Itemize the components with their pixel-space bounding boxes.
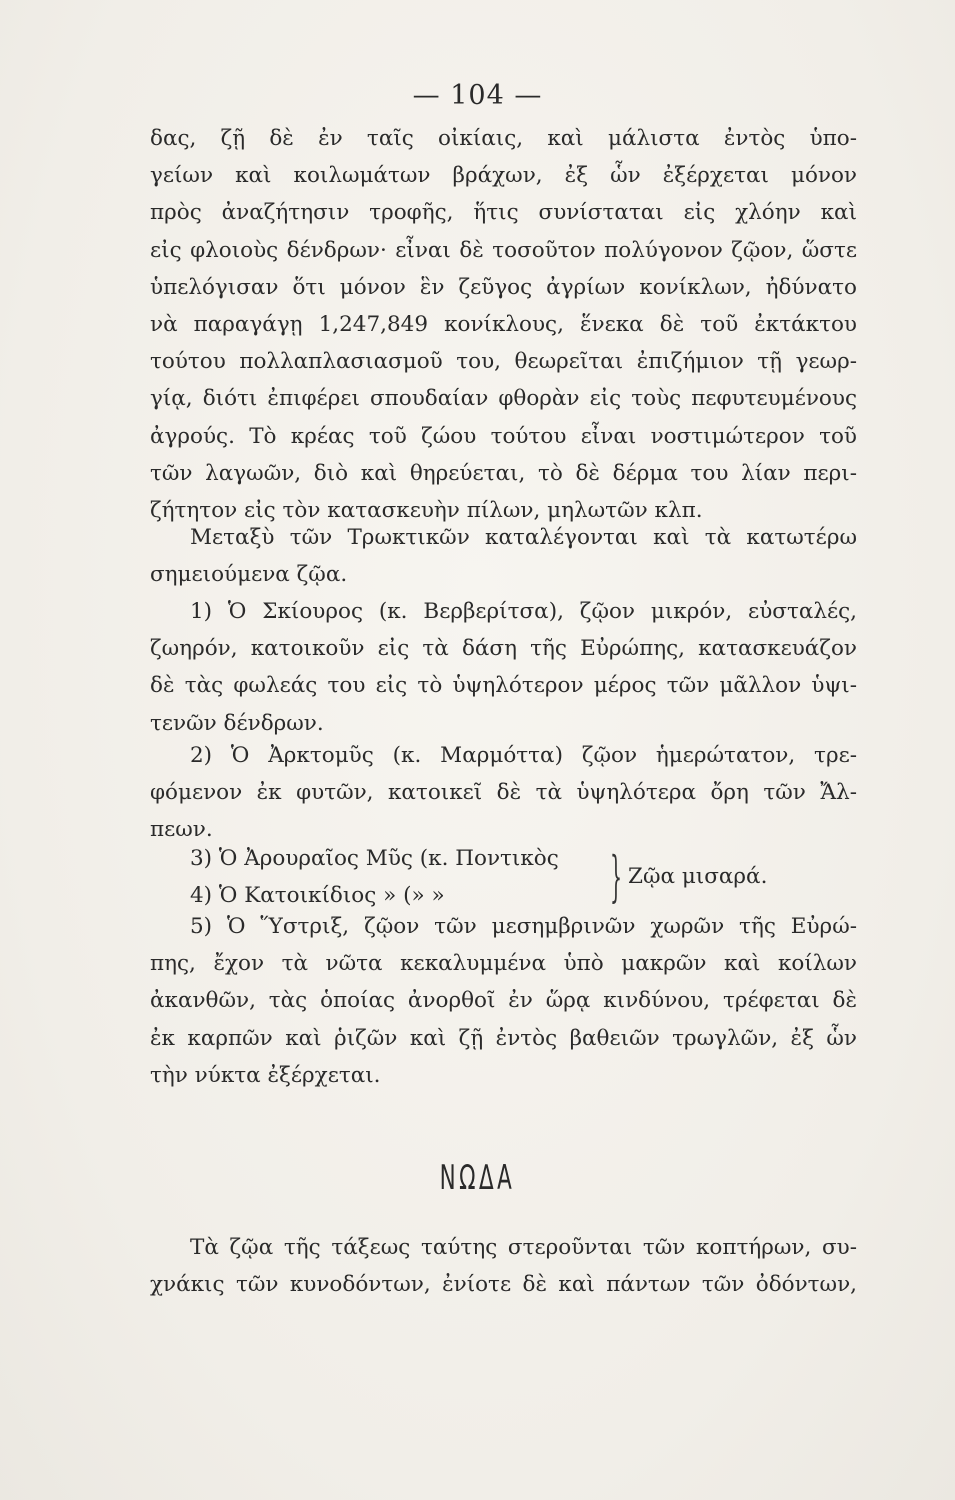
text-line: εἰς φλοιοὺς δένδρων· εἶναι δὲ τοσοῦτον πολύγονον ζῷον, ὥστε <box>150 237 857 263</box>
page-number: — 104 — <box>412 80 543 111</box>
item-porcupine <box>150 908 857 1094</box>
item-marmot <box>150 737 857 849</box>
section-heading: ΝΩΔΑ <box>439 1158 516 1198</box>
text-line: πρὸς ἀναζήτησιν τροφῆς, ἥτις συνίσταται εἰς χλόην καὶ <box>150 200 857 226</box>
text-line: Τὰ ζῷα τῆς τάξεως ταύτης στεροῦνται τῶν κοπτήρων, συ- <box>190 1235 857 1260</box>
brace-label: Ζῷα μισαρά. <box>628 864 768 889</box>
text-line: 4) Ὁ Κατοικίδιος » (» » <box>190 883 445 909</box>
text-line: ἀγρούς. Τὸ κρέας τοῦ ζώου τούτου εἶναι νοστιμώτερον τοῦ <box>150 423 857 449</box>
text-line: δὲ τὰς φωλεάς του εἰς τὸ ὑψηλότερον μέρος τῶν μᾶλλον ὑψι- <box>150 673 857 699</box>
text-line: γίᾳ, διότι ἐπιφέρει σπουδαίαν φθορὰν εἰς τοὺς πεφυτευμένους <box>150 386 857 412</box>
paragraph-rodents-intro <box>150 519 857 593</box>
paragraph-rabbit <box>150 120 857 529</box>
text-line: γείων καὶ κοιλωμάτων βράχων, ἐξ ὧν ἐξέρχεται μόνον <box>150 163 857 189</box>
text-line: ὑπελόγισαν ὅτι μόνον ἓν ζεῦγος ἀγρίων κονίκλων, ἠδύνατο <box>150 274 857 300</box>
text-line: 1) Ὁ Σκίουρος (κ. Βερβερίτσα), ζῷον μικρόν, εὐσταλές, <box>190 599 857 624</box>
text-line: ζήτητον εἰς τὸν κατασκευὴν πίλων, μηλωτῶν κλπ. <box>150 497 703 523</box>
text-line: τενῶν δένδρων. <box>150 710 324 736</box>
text-line: τούτου πολλαπλασιασμοῦ του, θεωρεῖται ἐπιζήμιον τῇ γεωρ- <box>150 349 857 375</box>
text-line: ζωηρόν, κατοικοῦν εἰς τὰ δάση τῆς Εὐρώπης, κατασκευάζον <box>150 636 857 662</box>
text-line: 3) Ὁ Ἀρουραῖος Μῦς (κ. Ποντικὸς <box>190 846 559 871</box>
text-line: φόμενον ἐκ φυτῶν, κατοικεῖ δὲ τὰ ὑψηλότερα ὄρη τῶν Ἄλ- <box>150 780 857 806</box>
text-line: ἀκανθῶν, τὰς ὁποίας ἀνορθοῖ ἐν ὥρᾳ κινδύνου, τρέφεται δὲ <box>150 988 857 1014</box>
text-line: 2) Ὁ Ἀρκτομῦς (κ. Μαρμόττα) ζῷον ἡμερώτατον, τρε- <box>190 743 857 768</box>
text-line: σημειούμενα ζῷα. <box>150 562 348 588</box>
text-line: τὴν νύκτα ἐξέρχεται. <box>150 1062 381 1088</box>
brace-symbol: } <box>610 845 623 908</box>
text-line: χνάκις τῶν κυνοδόντων, ἐνίοτε δὲ καὶ πάντων τῶν ὀδόντων, <box>150 1272 857 1298</box>
text-line: δας, ζῇ δὲ ἐν ταῖς οἰκίαις, καὶ μάλιστα ἐντὸς ὑπο- <box>150 126 857 151</box>
text-line: νὰ παραγάγῃ 1,247,849 κονίκλους, ἕνεκα δὲ τοῦ ἐκτάκτου <box>150 311 857 337</box>
text-line: 5) Ὁ Ὕστριξ, ζῷον τῶν μεσημβρινῶν χωρῶν τῆς Εὐρώ- <box>190 914 857 939</box>
text-line: τῶν λαγωῶν, διὸ καὶ θηρεύεται, τὸ δὲ δέρμα του λίαν περι- <box>150 460 857 486</box>
text-line: Μεταξὺ τῶν Τρωκτικῶν καταλέγονται καὶ τὰ κατωτέρω <box>190 525 857 550</box>
paragraph-section-intro <box>150 1229 857 1303</box>
text-line: πης, ἔχον τὰ νῶτα κεκαλυμμένα ὑπὸ μακρῶν καὶ κοίλων <box>150 951 857 977</box>
items-mice <box>150 840 857 914</box>
text-line: πεων. <box>150 817 213 843</box>
text-line: ἐκ καρπῶν καὶ ῥιζῶν καὶ ζῇ ἐντὸς βαθειῶν τρωγλῶν, ἐξ ὧν <box>150 1025 857 1051</box>
item-squirrel <box>150 593 857 742</box>
